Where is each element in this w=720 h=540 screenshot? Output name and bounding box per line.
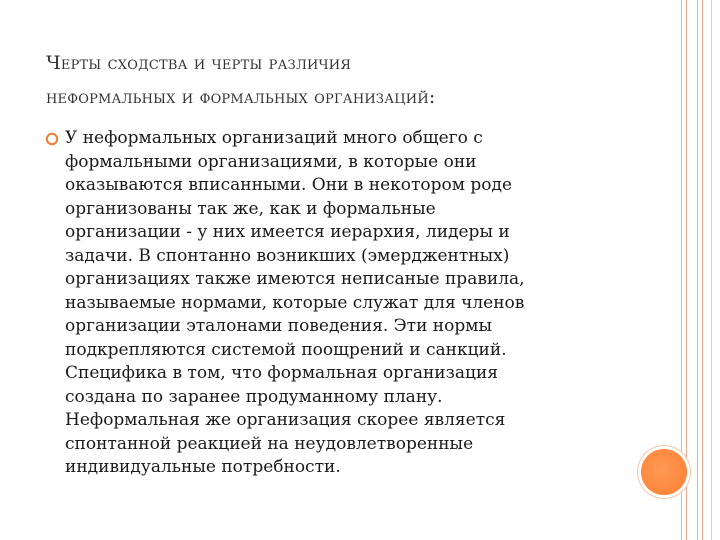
bullet-item [44,127,614,480]
bullet-text: У неформальных организаций много общего с формальными организациями, в которые они оказываются вписанными. Они в некотором роде организованы так же, как и формальные организации - у них имеется иерархия, лидеры и задачи. В спонтанно возникших (эмерджентных) организациях также имеются неписаные правила, называемые нормами, которые служат для членов организации эталонами поведения. Эти нормы подкрепляются системой поощрений и санкций. Специфика в том, что формальная организация создана по заранее продуманному плану. Неформальная же организация скорее является спонтанной реакцией на неудовлетворенные индивидуальные потребности. [65,128,525,477]
border-line [686,0,687,540]
slide-title [46,46,656,114]
title-line-2: неформальных и формальных организаций: [46,86,436,108]
border-line [697,0,698,540]
title-line-1: Черты сходства и черты различия [46,52,352,74]
orange-circle-decoration [641,449,687,495]
border-line [702,0,703,540]
hollow-circle-bullet-icon [44,131,60,147]
border-line [711,0,712,540]
